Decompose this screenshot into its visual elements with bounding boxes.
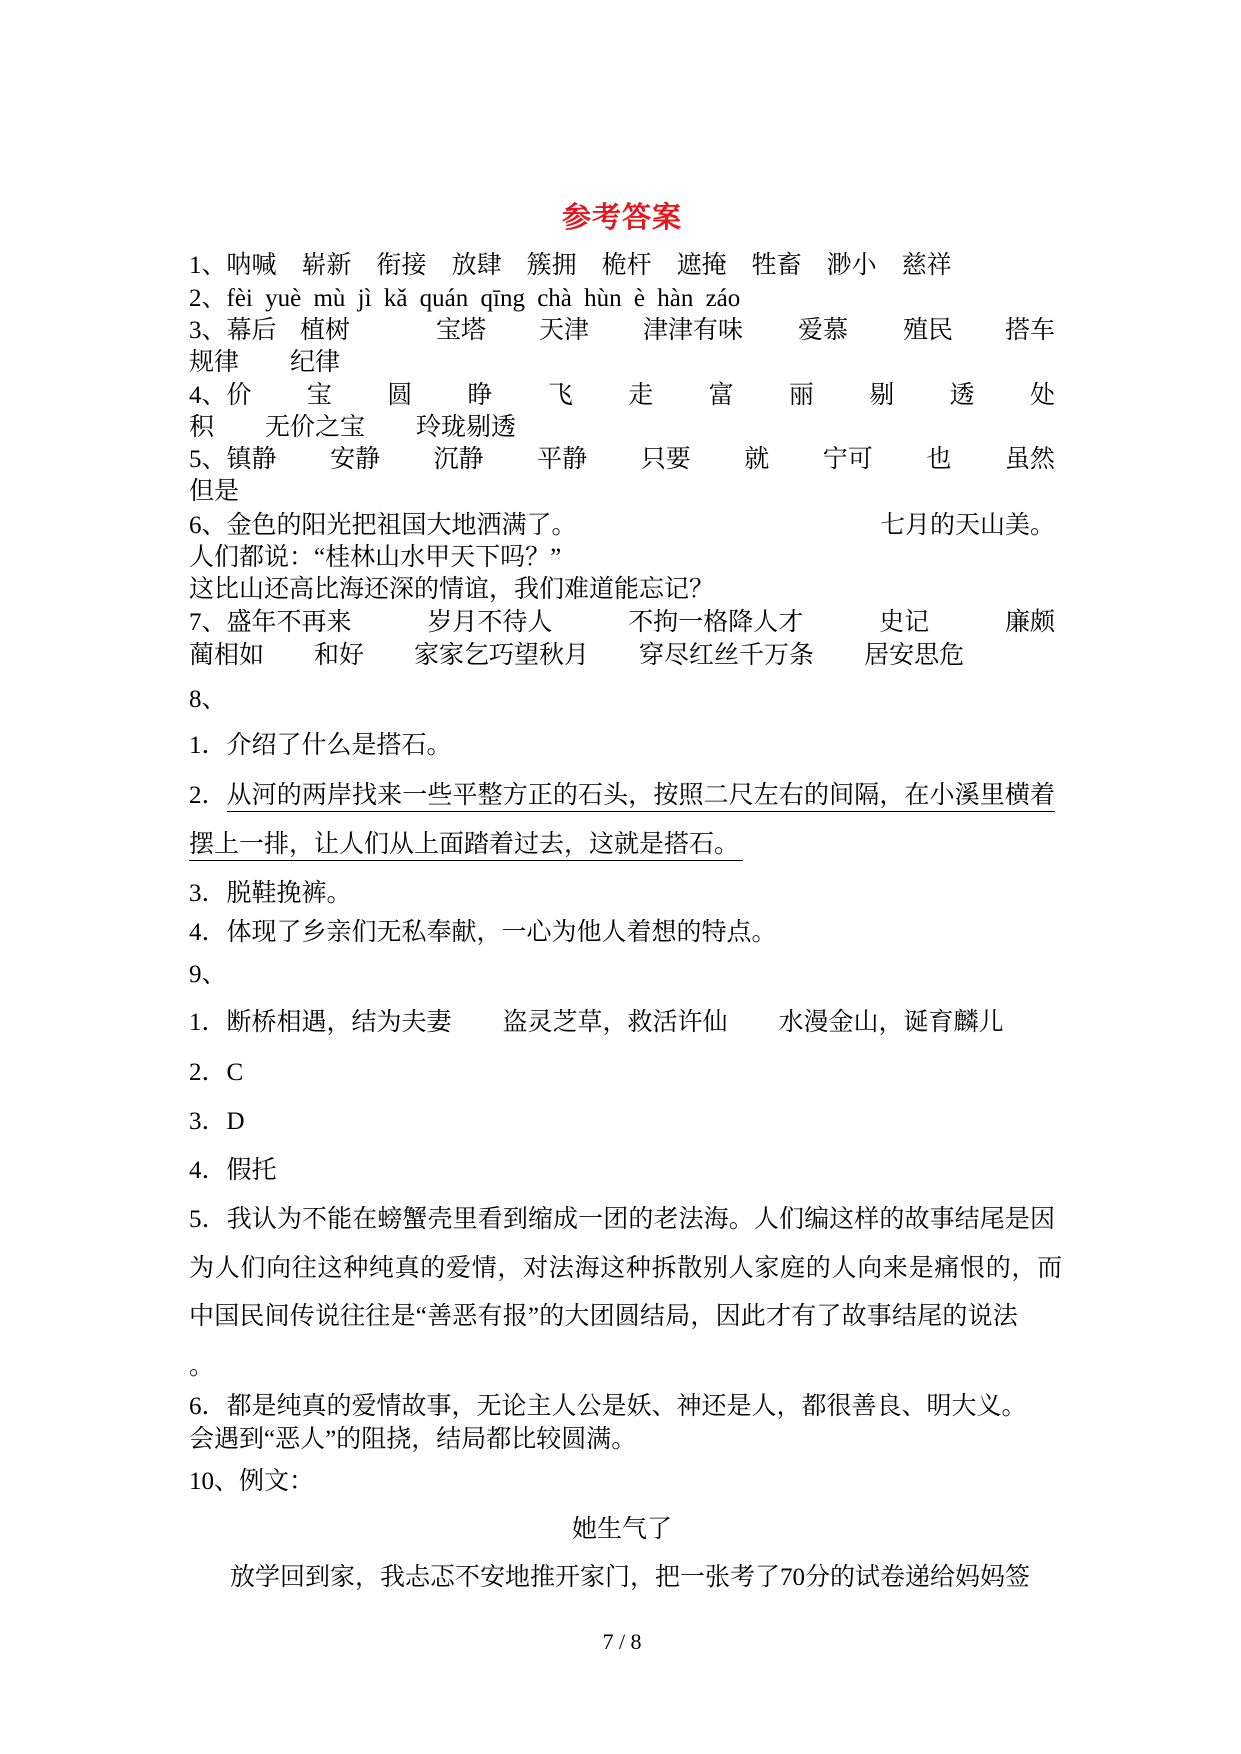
q4-word: 玲珑剔透 — [416, 414, 517, 441]
q6-sentence: 这比山还高比海还深的情谊，我们难道能忘记？ — [189, 576, 715, 603]
q9-answer-text: 为人们向往这种纯真的爱情，对法海这种拆散别人家庭的人向来是痛恨的，而 — [189, 1255, 1063, 1282]
q9-answer-5-line-3 — [189, 1302, 1055, 1332]
q2-pinyin: fèi yuè mù jì kǎ quán qīng chà hùn è hàn záo — [226, 285, 741, 312]
q3-word: 殖民 — [903, 317, 954, 344]
q9-answer-text: 我认为不能在螃蟹壳里看到缩成一团的老法海。人们编这样的故事结尾是因 — [226, 1206, 1055, 1233]
q9-answer-5 — [189, 1205, 1055, 1235]
q7-word: 盛年不再来 — [226, 609, 352, 636]
q4-word: 飞 — [547, 382, 573, 409]
q7-word: 居安思危 — [864, 642, 965, 669]
q9-answer-5-line-4 — [189, 1352, 1055, 1382]
q9-answer-first-part — [189, 1008, 452, 1038]
q4-first-item — [189, 381, 252, 411]
q7-word: 蔺相如 — [189, 642, 265, 669]
q1-word: 桅杆 — [601, 252, 652, 279]
q5-word: 沉静 — [433, 446, 484, 473]
q9-answer-6 — [189, 1392, 1055, 1422]
q5-label: 5、 — [189, 446, 227, 473]
q9-answer-number: 5． — [189, 1206, 227, 1233]
q9-answer-3 — [189, 1107, 1055, 1137]
q4-word: 剔 — [869, 382, 895, 409]
q3-word: 津津有味 — [643, 317, 744, 344]
q1-word: 渺小 — [826, 252, 877, 279]
q9-answer-number: 4． — [189, 1157, 227, 1184]
q3-word: 天津 — [539, 317, 590, 344]
q6-sentence: 七月的天山美。 — [879, 512, 1055, 539]
essay-paragraph: 放学回到家，我忐忑不安地推开家门，把一张考了70分的试卷递给妈妈签 — [230, 1564, 1031, 1591]
q9-answer-part: 盗灵芝草，救活许仙 — [502, 1009, 728, 1036]
q8-answer-2 — [189, 781, 1055, 811]
q7-first-item — [189, 608, 352, 638]
q9-answer-text: C — [226, 1059, 244, 1086]
page-number: 7 / 8 — [602, 1629, 642, 1654]
q2-label: 2、 — [189, 285, 227, 312]
q9-answer-number: 6． — [189, 1393, 227, 1420]
q3-word: 幕后 — [226, 317, 277, 344]
q8-answer-number: 2． — [189, 782, 227, 809]
q8-answer-2-continued — [189, 830, 1055, 860]
q3-word: 宝塔 — [436, 317, 487, 344]
q8-label: 8、 — [189, 686, 227, 713]
q1-word: 放肆 — [451, 252, 502, 279]
q4-word: 处 — [1029, 382, 1055, 409]
q9-answer-2 — [189, 1058, 1055, 1088]
q4-word: 透 — [949, 382, 975, 409]
q3-word: 纪律 — [290, 349, 341, 376]
q9-answer-text: 会遇到“恶人”的阻挠，结局都比较圆满。 — [189, 1426, 637, 1453]
q9-answer-number: 2． — [189, 1059, 227, 1086]
q8-answer-1 — [189, 731, 1055, 761]
q3-answer-line — [189, 316, 1055, 346]
q9-answer-text: 。 — [189, 1353, 215, 1380]
q3-word: 植树 — [300, 317, 351, 344]
q9-answer-1 — [189, 1008, 1055, 1038]
q3-word: 搭车 — [1005, 317, 1056, 344]
q8-answer-number: 4． — [189, 919, 227, 946]
essay-title: 她生气了 — [571, 1516, 672, 1543]
q1-word: 呐喊 — [226, 252, 277, 279]
q9-answer-number: 1． — [189, 1009, 227, 1036]
q9-answer-part: 水漫金山，诞育麟儿 — [778, 1009, 1004, 1036]
q6-answer-line — [189, 511, 1055, 541]
q7-word: 和好 — [314, 642, 365, 669]
q4-word: 价 — [226, 382, 252, 409]
q4-answer-line-continued — [189, 413, 1055, 443]
q1-label: 1、 — [189, 252, 227, 279]
q3-word: 爱慕 — [798, 317, 849, 344]
q2-answer-line — [189, 284, 1055, 314]
q8-answer-underlined-text: 从河的两岸找来一些平整方正的石头，按照二尺左右的间隔，在小溪里横着 — [227, 781, 1055, 812]
q5-answer-line-continued — [189, 477, 1055, 507]
q8-answer-text: 体现了乡亲们无私奉献，一心为他人着想的特点。 — [226, 919, 777, 946]
q7-answer-line-continued — [189, 641, 1055, 671]
q9-answer-number: 3． — [189, 1108, 227, 1135]
q9-answer-6-line-2 — [189, 1425, 1055, 1455]
q9-answer-text: D — [226, 1108, 245, 1135]
q4-word: 富 — [708, 382, 734, 409]
q4-word: 走 — [628, 382, 654, 409]
q5-word: 宁可 — [822, 446, 873, 473]
q9-answer-part: 断桥相遇，结为夫妻 — [226, 1009, 452, 1036]
q3-first-item — [189, 316, 277, 346]
q5-word: 虽然 — [1004, 446, 1055, 473]
q10-intro: 例文： — [239, 1468, 315, 1495]
q6-answer-line-3 — [189, 575, 1055, 605]
q5-word: 也 — [926, 446, 952, 473]
q3-answer-line-continued — [189, 348, 1055, 378]
q5-word: 但是 — [189, 478, 240, 505]
q1-first-item — [189, 251, 277, 281]
q5-word: 就 — [744, 446, 770, 473]
q4-answer-line — [189, 381, 1055, 411]
q6-answer-line-2 — [189, 543, 1055, 573]
q7-label: 7、 — [189, 609, 227, 636]
q3-word: 规律 — [189, 349, 240, 376]
q4-word: 积 — [189, 414, 215, 441]
q7-word: 史记 — [879, 609, 930, 636]
q4-label: 4、 — [189, 382, 227, 409]
q1-word: 崭新 — [301, 252, 352, 279]
q5-word: 只要 — [640, 446, 691, 473]
q9-answer-4 — [189, 1156, 1055, 1186]
q8-answer-3 — [189, 879, 1055, 909]
q6-sentence: 人们都说：“桂林山水甲天下吗？” — [189, 544, 562, 571]
q5-answer-line — [189, 445, 1055, 475]
q9-answer-text: 中国民间传说往往是“善恶有报”的大团圆结局，因此才有了故事结尾的说法 — [189, 1303, 1018, 1330]
q9-answer-text: 都是纯真的爱情故事，无论主人公是妖、神还是人，都很善良、明大义。 — [226, 1393, 1027, 1420]
q5-word: 平静 — [537, 446, 588, 473]
q5-first-item — [189, 445, 277, 475]
q8-answer-underlined-text: 摆上一排，让人们从上面踏着过去，这就是搭石。 — [189, 830, 743, 861]
q1-word: 簇拥 — [526, 252, 577, 279]
q6-label: 6、 — [189, 512, 227, 539]
q9-answer-text: 假托 — [226, 1157, 277, 1184]
q9-label: 9、 — [189, 961, 227, 988]
q8-answer-number: 3． — [189, 880, 227, 907]
q4-word: 宝 — [306, 382, 332, 409]
q8-answer-text: 介绍了什么是搭石。 — [226, 732, 452, 759]
q4-word: 圆 — [387, 382, 413, 409]
q6-first-item — [189, 511, 577, 541]
q8-answer-number: 1． — [189, 732, 227, 759]
q1-word: 牲畜 — [751, 252, 802, 279]
q9-answer-5-line-2 — [189, 1254, 1063, 1284]
q4-word: 睁 — [467, 382, 493, 409]
q7-word: 家家乞巧望秋月 — [414, 642, 590, 669]
q8-answer-4 — [189, 918, 1055, 948]
q7-word: 不拘一格降人才 — [628, 609, 804, 636]
q1-word: 遮掩 — [676, 252, 727, 279]
q4-word: 丽 — [788, 382, 814, 409]
answer-key-title: 参考答案 — [561, 200, 682, 234]
q7-answer-line — [189, 608, 1055, 638]
q7-word: 岁月不待人 — [427, 609, 553, 636]
q10-label: 10、 — [189, 1468, 240, 1495]
q3-label: 3、 — [189, 317, 227, 344]
q4-word: 无价之宝 — [265, 414, 366, 441]
q7-word: 廉颇 — [1004, 609, 1055, 636]
q7-word: 穿尽红丝千万条 — [639, 642, 815, 669]
q10-heading — [189, 1467, 1055, 1497]
q6-sentence: 金色的阳光把祖国大地洒满了。 — [226, 512, 577, 539]
q1-word: 衔接 — [376, 252, 427, 279]
q5-word: 镇静 — [226, 446, 277, 473]
q8-answer-text: 脱鞋挽裤。 — [226, 880, 352, 907]
q1-answer-line — [189, 251, 1055, 281]
q1-word: 慈祥 — [901, 252, 952, 279]
q5-word: 安静 — [330, 446, 381, 473]
